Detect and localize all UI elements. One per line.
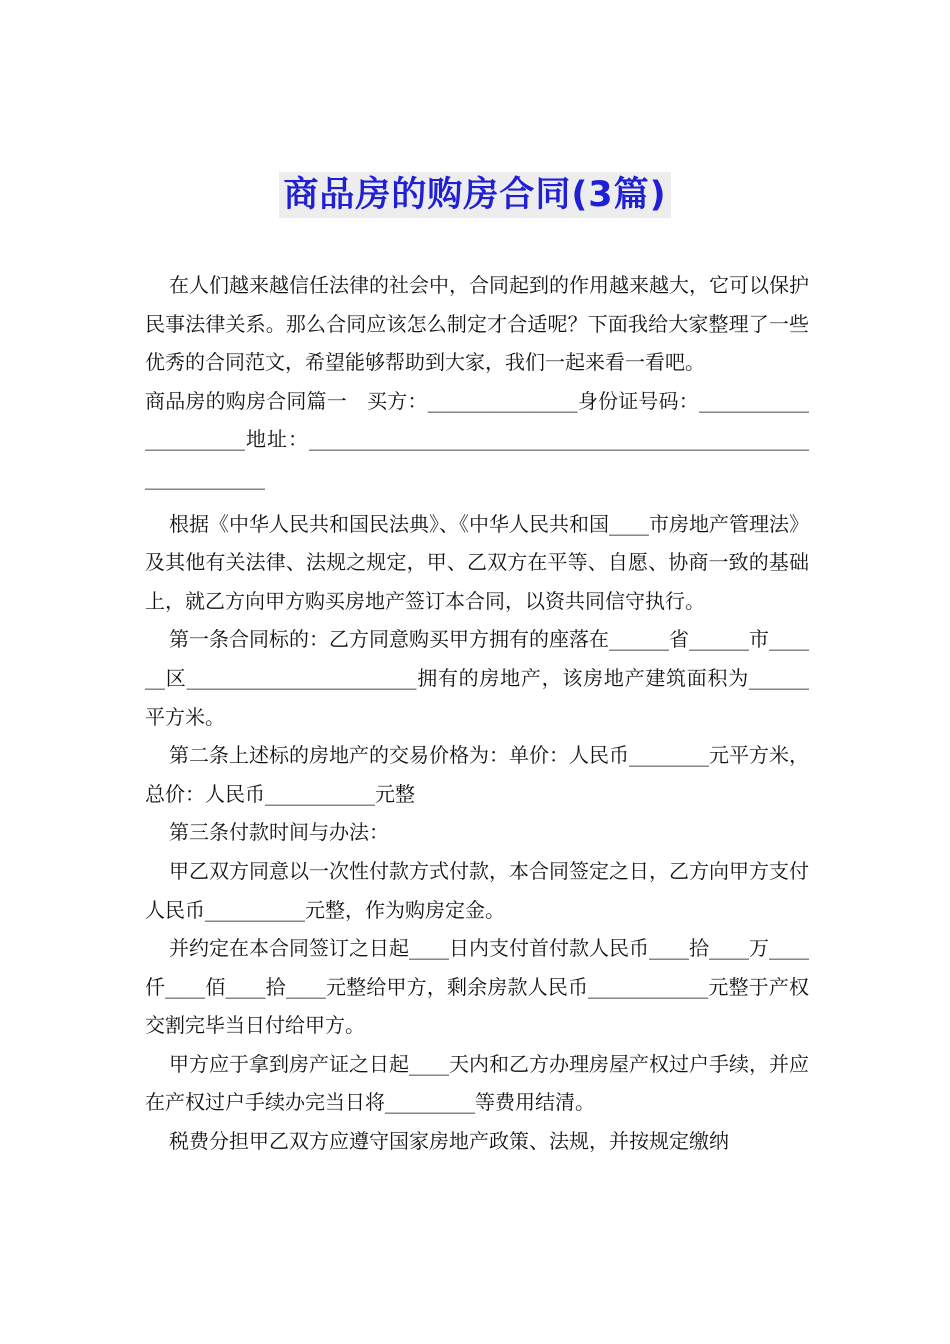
- paragraph-article-2: 第二条上述标的房地产的交易价格为：单价：人民币________元平方米，总价：人民币___________元整: [145, 743, 809, 806]
- paragraph-article-1: 第一条合同标的：乙方同意购买甲方拥有的座落在______省______市______区_______________________拥有的房地产，该房地产建筑面积为______平方米。: [145, 627, 809, 729]
- paragraph-article-3: 第三条付款时间与办法：: [169, 820, 389, 845]
- paragraph-transfer: 甲方应于拿到房产证之日起____天内和乙方办理房屋产权过户手续，并应在产权过户手续办完当日将_________等费用结清。: [145, 1051, 809, 1115]
- paragraph-legal-basis: 根据《中华人民共和国民法典》、《中华人民共和国____市房地产管理法》及其他有关法律、法规之规定，甲、乙双方在平等、自愿、协商一致的基础上，就乙方向甲方购买房地产签订本合同，以资共同信守执行。: [145, 511, 809, 613]
- paragraph-buyer-info: 商品房的购房合同篇一 买方：_______________身份证号码：_____________________地址：______________________________________________________________: [145, 388, 809, 490]
- document-title: 商品房的购房合同(3篇): [279, 172, 670, 218]
- paragraph-down-payment: 并约定在本合同签订之日起____日内支付首付款人民币____拾____万____仟____佰____拾____元整给甲方，剩余房款人民币____________元整于产权交割完毕当日付给甲方。: [145, 936, 809, 1038]
- paragraph-deposit: 甲乙双方同意以一次性付款方式付款，本合同签定之日，乙方向甲方支付人民币__________元整，作为购房定金。: [145, 858, 809, 922]
- paragraph-taxes: 税费分担甲乙双方应遵守国家房地产政策、法规，并按规定缴纳: [169, 1129, 729, 1154]
- title-container: [0, 172, 950, 218]
- paragraph-intro: 在人们越来越信任法律的社会中，合同起到的作用越来越大，它可以保护民事法律关系。那么合同应该怎么制定才合适呢？下面我给大家整理了一些优秀的合同范文，希望能够帮助到大家，我们一起来看一看吧。: [145, 273, 809, 375]
- document-body: [145, 266, 809, 1161]
